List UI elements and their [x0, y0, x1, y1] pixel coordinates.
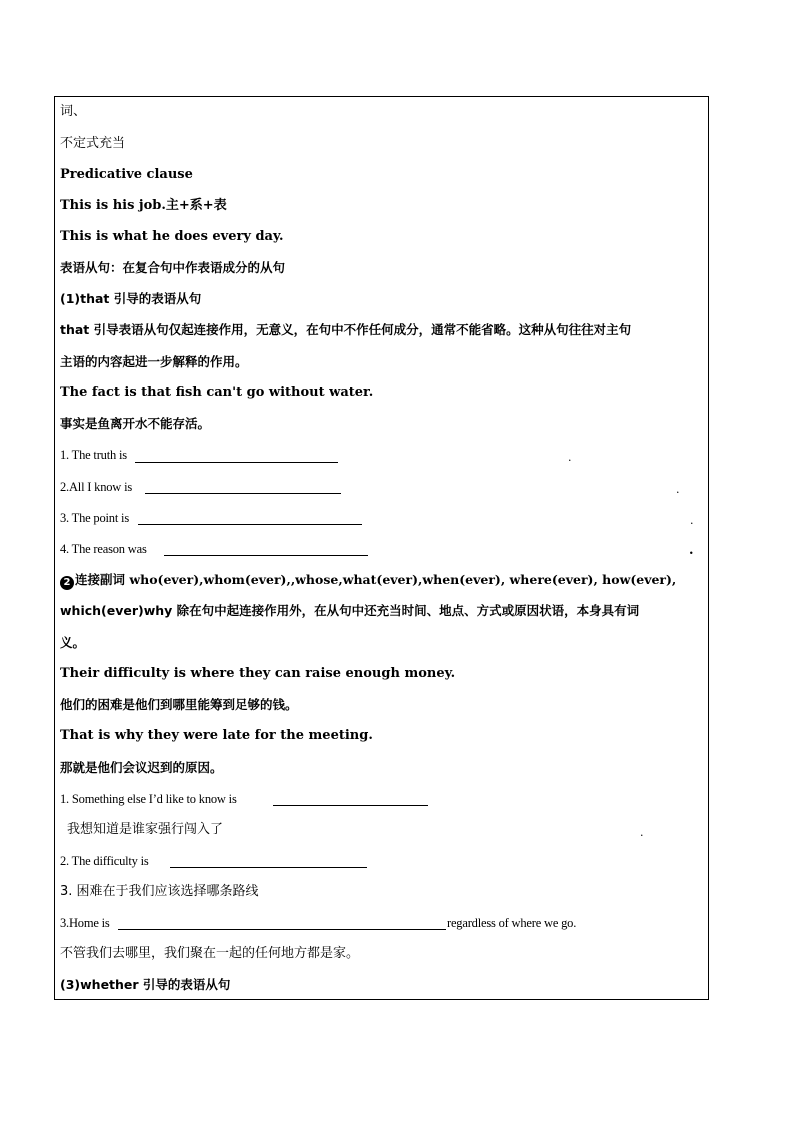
example-sentence: The fact is that fish can't go without water. — [60, 385, 374, 400]
exercise-item: 1. Something else I’d like to know is — [60, 792, 237, 806]
example-sentence: That is why they were late for the meeting. — [60, 728, 373, 743]
exercise-item: 2. The difficulty is — [60, 854, 149, 868]
exercise-item: 4. The reason was — [60, 542, 147, 556]
answer-blank[interactable] — [273, 805, 428, 806]
section-heading-whether: (3)whether 引导的表语从句 — [60, 977, 231, 992]
exercise-item: 1. The truth is — [60, 448, 127, 462]
answer-blank[interactable] — [170, 867, 367, 868]
example-translation: 事实是鱼离开水不能存活。 — [60, 416, 211, 431]
example-sentence: This is his job.主+系+表 — [60, 198, 227, 213]
text-line: 词、 — [60, 104, 87, 119]
period-mark: . — [640, 826, 644, 839]
exercise-item: 3. The point is — [60, 511, 129, 525]
period-mark: . — [690, 514, 694, 527]
example-translation: 那就是他们会议迟到的原因。 — [60, 760, 223, 775]
period-mark: . — [676, 483, 680, 496]
answer-blank[interactable] — [145, 493, 341, 494]
explanation-line: 义。 — [60, 635, 86, 650]
example-translation: 他们的困难是他们到哪里能筹到足够的钱。 — [60, 697, 298, 712]
period-mark: . — [689, 543, 694, 558]
answer-blank[interactable] — [138, 524, 362, 525]
example-sentence: Their difficulty is where they can raise enough money. — [60, 666, 456, 681]
exercise-prompt: 我想知道是谁家强行闯入了 — [67, 822, 224, 837]
explanation-line: which(ever)why 除在句中起连接作用外，在从句中还充当时间、地点、方式或原因状语，本身具有词 — [60, 603, 640, 618]
definition-line: 表语从句：在复合句中作表语成分的从句 — [60, 260, 286, 275]
exercise-item: 2.All I know is — [60, 480, 133, 494]
explanation-line: that 引导表语从句仅起连接作用，无意义，在句中不作任何成分，通常不能省略。这种从句往往对主句 — [60, 322, 632, 337]
answer-blank[interactable] — [135, 462, 338, 463]
text-line: 不定式充当 — [60, 136, 126, 151]
section-heading-that: (1)that 引导的表语从句 — [60, 291, 202, 306]
section-heading-text: 连接副词 who(ever),whom(ever),,whose,what(ever),when(ever), where(ever), how(ever), — [75, 572, 677, 587]
exercise-translation: 不管我们去哪里，我们聚在一起的任何地方都是家。 — [60, 946, 360, 961]
explanation-line: 主语的内容起进一步解释的作用。 — [60, 354, 248, 369]
circled-number-icon: 2 — [60, 576, 74, 590]
exercise-item: 3.Home is — [60, 916, 110, 930]
heading-predicative-clause: Predicative clause — [60, 167, 193, 182]
period-mark: . — [568, 451, 572, 464]
answer-blank[interactable] — [118, 929, 446, 930]
exercise-item-tail: regardless of where we go. — [447, 916, 577, 930]
exercise-prompt: 3. 困难在于我们应该选择哪条路线 — [60, 884, 259, 899]
answer-blank[interactable] — [164, 555, 368, 556]
section-heading-adverbs — [60, 572, 676, 590]
example-sentence: This is what he does every day. — [60, 229, 284, 244]
